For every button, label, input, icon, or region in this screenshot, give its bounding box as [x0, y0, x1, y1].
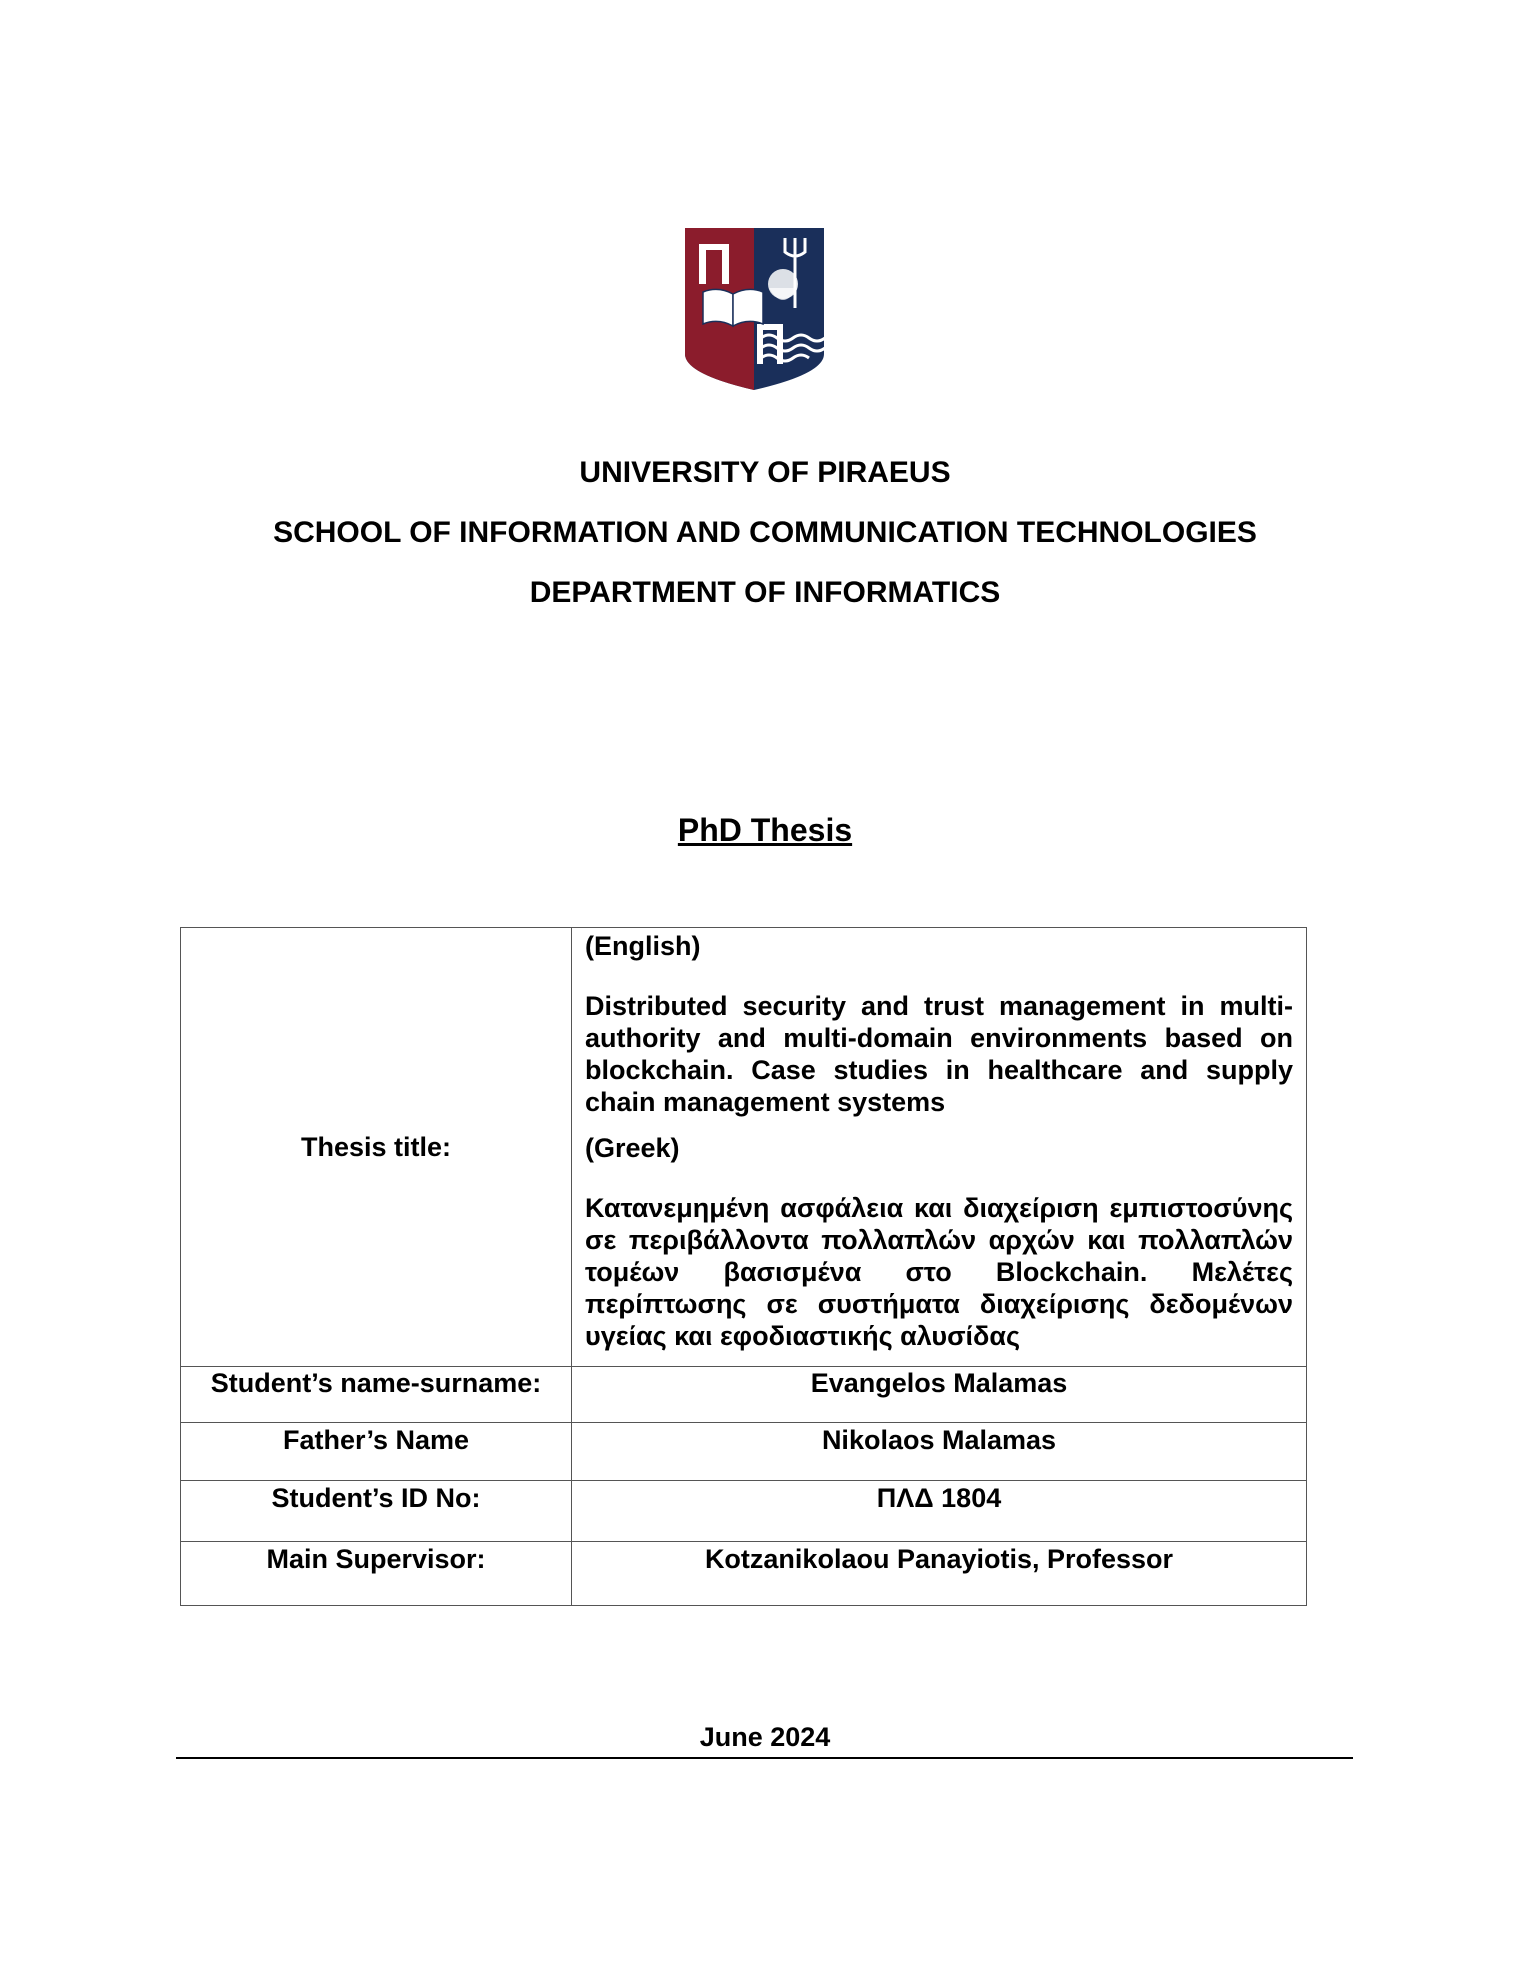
university-crest-icon [683, 226, 826, 392]
school-name: SCHOOL OF INFORMATION AND COMMUNICATION TECHNOLOGIES [273, 516, 1257, 549]
supervisor-label: Main Supervisor: [181, 1542, 572, 1606]
department-name: DEPARTMENT OF INFORMATICS [529, 576, 1001, 609]
thesis-title-label: Thesis title: [181, 928, 572, 1367]
thesis-info-table [180, 927, 1307, 1606]
table-row [181, 928, 1307, 1367]
english-title: Distributed security and trust management in multi-authority and multi-domain environments based on blockchain. Case studies in healthcare and supply chain management systems [585, 991, 1293, 1117]
university-name: UNIVERSITY OF PIRAEUS [579, 456, 951, 489]
table-row [181, 1481, 1307, 1542]
greek-title: Κατανεμημένη ασφάλεια και διαχείριση εμπιστοσύνης σε περιβάλλοντα πολλαπλών αρχών και πολλαπλών τομέων βασισμένα στο Blockchain. Μελέτες περίπτωσης σε συστήματα διαχείρισης δεδομένων υγείας και εφοδιαστικής αλυσίδας [585, 1193, 1293, 1351]
table-row [181, 1423, 1307, 1481]
table-row [181, 1542, 1307, 1606]
student-id-label: Student’s ID No: [181, 1481, 572, 1542]
thesis-title-cell [572, 928, 1307, 1367]
student-id-value: ΠΛΔ 1804 [572, 1481, 1307, 1542]
father-name-value: Nikolaos Malamas [572, 1423, 1307, 1481]
supervisor-value: Kotzanikolaou Panayiotis, Professor [572, 1542, 1307, 1606]
student-name-label: Student’s name-surname: [181, 1367, 572, 1423]
greek-tag: (Greek) [585, 1133, 680, 1163]
document-type: PhD Thesis [677, 812, 853, 848]
table-row [181, 1367, 1307, 1423]
footer-divider [176, 1757, 1353, 1759]
student-name-value: Evangelos Malamas [572, 1367, 1307, 1423]
submission-date: June 2024 [699, 1722, 831, 1752]
english-tag: (English) [585, 931, 701, 961]
father-name-label: Father’s Name [181, 1423, 572, 1481]
